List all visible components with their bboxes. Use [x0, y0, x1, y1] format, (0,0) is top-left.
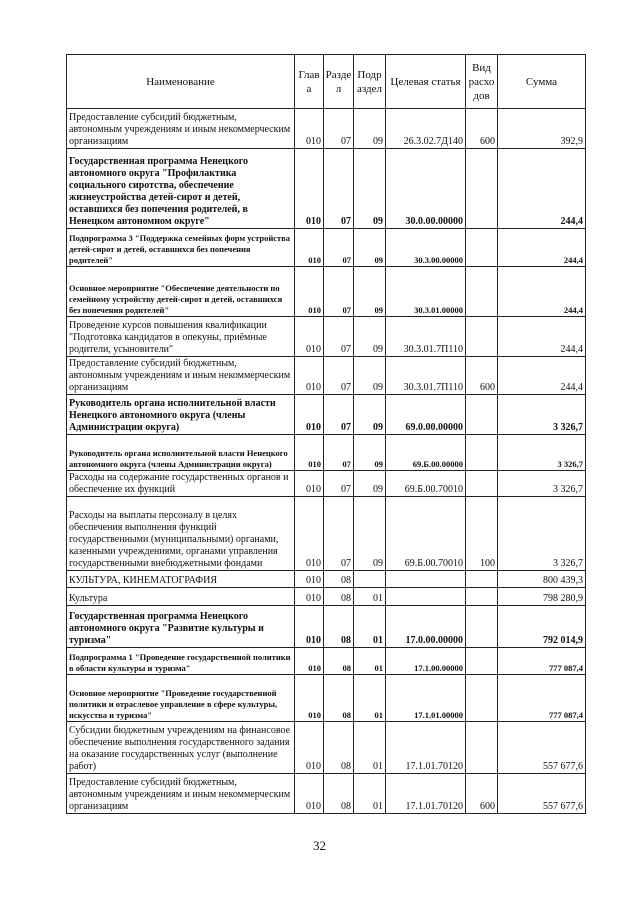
row-target: 17.1.01.00000 — [386, 675, 466, 722]
row-name: Проведение курсов повышения квалификации "Подготовка кандидатов в опекуны, приёмные родители, усыновители" — [67, 317, 295, 357]
row-amount: 777 087,4 — [498, 648, 586, 675]
row-target: 30.3.00.00000 — [386, 229, 466, 267]
row-amount: 244,4 — [498, 229, 586, 267]
table-row — [67, 497, 586, 571]
row-target: 69.Б.00.70010 — [386, 471, 466, 497]
row-target — [386, 571, 466, 588]
row-chapter: 010 — [295, 774, 324, 814]
row-section: 07 — [324, 267, 354, 317]
table-row — [67, 774, 586, 814]
row-name: Руководитель органа исполнительной власти Ненецкого автономного округа (члены Администрации округа) — [67, 395, 295, 435]
row-section: 08 — [324, 675, 354, 722]
row-section: 07 — [324, 497, 354, 571]
row-amount: 244,4 — [498, 317, 586, 357]
row-target: 17.1.01.70120 — [386, 722, 466, 774]
row-chapter: 010 — [295, 395, 324, 435]
row-expense-type — [466, 229, 498, 267]
header-amount: Сумма — [498, 55, 586, 109]
row-section: 08 — [324, 571, 354, 588]
row-chapter: 010 — [295, 471, 324, 497]
row-target: 30.3.01.7П110 — [386, 317, 466, 357]
row-name: Государственная программа Ненецкого автономного округа "Профилактика социального сиротства, обеспечение жизнеустройства детей-сирот и детей, оставшихся без попечения родителей, в Ненецком автономном округе" — [67, 149, 295, 229]
row-expense-type — [466, 606, 498, 648]
row-section: 08 — [324, 588, 354, 606]
row-subsection: 09 — [354, 229, 386, 267]
row-expense-type — [466, 267, 498, 317]
row-section: 07 — [324, 395, 354, 435]
row-chapter: 010 — [295, 497, 324, 571]
header-name: Наименование — [67, 55, 295, 109]
row-subsection — [354, 571, 386, 588]
header-expense-type: Вид расхо дов — [466, 55, 498, 109]
row-amount: 244,4 — [498, 267, 586, 317]
row-target: 17.1.01.70120 — [386, 774, 466, 814]
row-subsection: 09 — [354, 109, 386, 149]
row-amount: 3 326,7 — [498, 435, 586, 471]
table-row — [67, 357, 586, 395]
row-section: 07 — [324, 149, 354, 229]
table-row — [67, 149, 586, 229]
table-row — [67, 606, 586, 648]
row-amount: 557 677,6 — [498, 722, 586, 774]
row-subsection: 09 — [354, 497, 386, 571]
row-expense-type: 600 — [466, 357, 498, 395]
row-amount: 3 326,7 — [498, 497, 586, 571]
row-amount: 792 014,9 — [498, 606, 586, 648]
row-chapter: 010 — [295, 588, 324, 606]
row-chapter: 010 — [295, 435, 324, 471]
table-row — [67, 588, 586, 606]
row-section: 08 — [324, 774, 354, 814]
row-name: Предоставление субсидий бюджетным, автономным учреждениям и иным некоммерческим организациям — [67, 774, 295, 814]
row-expense-type — [466, 317, 498, 357]
row-expense-type — [466, 571, 498, 588]
row-expense-type: 100 — [466, 497, 498, 571]
row-subsection: 09 — [354, 267, 386, 317]
row-expense-type — [466, 395, 498, 435]
row-target: 17.1.00.00000 — [386, 648, 466, 675]
row-name: КУЛЬТУРА, КИНЕМАТОГРАФИЯ — [67, 571, 295, 588]
row-amount: 244,4 — [498, 357, 586, 395]
row-target: 17.0.00.00000 — [386, 606, 466, 648]
table-row — [67, 317, 586, 357]
row-subsection: 09 — [354, 435, 386, 471]
row-name: Государственная программа Ненецкого автономного округа "Развитие культуры и туризма" — [67, 606, 295, 648]
row-amount: 3 326,7 — [498, 395, 586, 435]
row-section: 07 — [324, 229, 354, 267]
row-name: Предоставление субсидий бюджетным, автономным учреждениям и иным некоммерческим организациям — [67, 109, 295, 149]
table-row — [67, 648, 586, 675]
row-subsection: 09 — [354, 149, 386, 229]
row-amount: 392,9 — [498, 109, 586, 149]
table-row — [67, 471, 586, 497]
row-target: 69.Б.00.70010 — [386, 497, 466, 571]
row-chapter: 010 — [295, 267, 324, 317]
table-row — [67, 267, 586, 317]
row-name: Подпрограмма 1 "Проведение государственной политики в области культуры и туризма" — [67, 648, 295, 675]
row-subsection: 09 — [354, 395, 386, 435]
row-target: 26.3.02.7Д140 — [386, 109, 466, 149]
row-expense-type — [466, 675, 498, 722]
row-amount: 244,4 — [498, 149, 586, 229]
row-expense-type — [466, 722, 498, 774]
header-subsection: Подр аздел — [354, 55, 386, 109]
row-expense-type: 600 — [466, 774, 498, 814]
row-section: 08 — [324, 722, 354, 774]
budget-table — [66, 54, 586, 814]
row-section: 07 — [324, 471, 354, 497]
row-chapter: 010 — [295, 648, 324, 675]
row-subsection: 09 — [354, 317, 386, 357]
row-chapter: 010 — [295, 109, 324, 149]
row-target: 69.Б.00.00000 — [386, 435, 466, 471]
row-amount: 557 677,6 — [498, 774, 586, 814]
row-expense-type — [466, 648, 498, 675]
row-amount: 3 326,7 — [498, 471, 586, 497]
row-expense-type — [466, 471, 498, 497]
row-name: Субсидии бюджетным учреждениям на финансовое обеспечение выполнения государственного задания на оказание государственных услуг (выполнение работ) — [67, 722, 295, 774]
row-chapter: 010 — [295, 357, 324, 395]
header-target: Целевая статья — [386, 55, 466, 109]
row-name: Основное мероприятие "Проведение государственной политики и отраслевое управление в сфере культуры, искусства и туризма" — [67, 675, 295, 722]
row-chapter: 010 — [295, 317, 324, 357]
row-chapter: 010 — [295, 606, 324, 648]
row-chapter: 010 — [295, 722, 324, 774]
row-section: 08 — [324, 648, 354, 675]
table-row — [67, 722, 586, 774]
table-header-row — [67, 55, 586, 109]
table-row — [67, 395, 586, 435]
page-number: 32 — [313, 838, 326, 853]
row-chapter: 010 — [295, 149, 324, 229]
row-chapter: 010 — [295, 229, 324, 267]
row-target: 30.0.00.00000 — [386, 149, 466, 229]
row-chapter: 010 — [295, 675, 324, 722]
row-expense-type — [466, 435, 498, 471]
row-section: 07 — [324, 357, 354, 395]
row-subsection: 09 — [354, 471, 386, 497]
row-expense-type — [466, 588, 498, 606]
row-name: Предоставление субсидий бюджетным, автономным учреждениям и иным некоммерческим организациям — [67, 357, 295, 395]
row-section: 08 — [324, 606, 354, 648]
row-subsection: 01 — [354, 606, 386, 648]
row-name: Расходы на содержание государственных органов и обеспечение их функций — [67, 471, 295, 497]
row-subsection: 09 — [354, 357, 386, 395]
row-section: 07 — [324, 435, 354, 471]
table-row — [67, 675, 586, 722]
table-row — [67, 571, 586, 588]
row-target — [386, 588, 466, 606]
row-expense-type — [466, 149, 498, 229]
row-subsection: 01 — [354, 648, 386, 675]
header-chapter: Глав а — [295, 55, 324, 109]
row-amount: 800 439,3 — [498, 571, 586, 588]
row-name: Расходы на выплаты персоналу в целях обеспечения выполнения функций государственными (муниципальными) органами, казенными учреждениями, органами управления государственными внебюджетными фондами — [67, 497, 295, 571]
header-section: Разде л — [324, 55, 354, 109]
row-target: 69.0.00.00000 — [386, 395, 466, 435]
row-subsection: 01 — [354, 588, 386, 606]
row-section: 07 — [324, 317, 354, 357]
row-subsection: 01 — [354, 722, 386, 774]
row-subsection: 01 — [354, 675, 386, 722]
table-row — [67, 229, 586, 267]
row-name: Культура — [67, 588, 295, 606]
table-row — [67, 435, 586, 471]
table-row — [67, 109, 586, 149]
row-target: 30.3.01.7П110 — [386, 357, 466, 395]
row-name: Основное мероприятие "Обеспечение деятельности по семейному устройству детей-сирот и детей, оставшихся без попечения родителей" — [67, 267, 295, 317]
row-section: 07 — [324, 109, 354, 149]
row-expense-type: 600 — [466, 109, 498, 149]
row-chapter: 010 — [295, 571, 324, 588]
row-subsection: 01 — [354, 774, 386, 814]
row-name: Подпрограмма 3 "Поддержка семейных форм устройства детей-сирот и детей, оставшихся без попечения родителей" — [67, 229, 295, 267]
row-name: Руководитель органа исполнительной власти Ненецкого автономного округа (члены Администрации округа) — [67, 435, 295, 471]
row-amount: 777 087,4 — [498, 675, 586, 722]
row-target: 30.3.01.00000 — [386, 267, 466, 317]
row-amount: 798 280,9 — [498, 588, 586, 606]
